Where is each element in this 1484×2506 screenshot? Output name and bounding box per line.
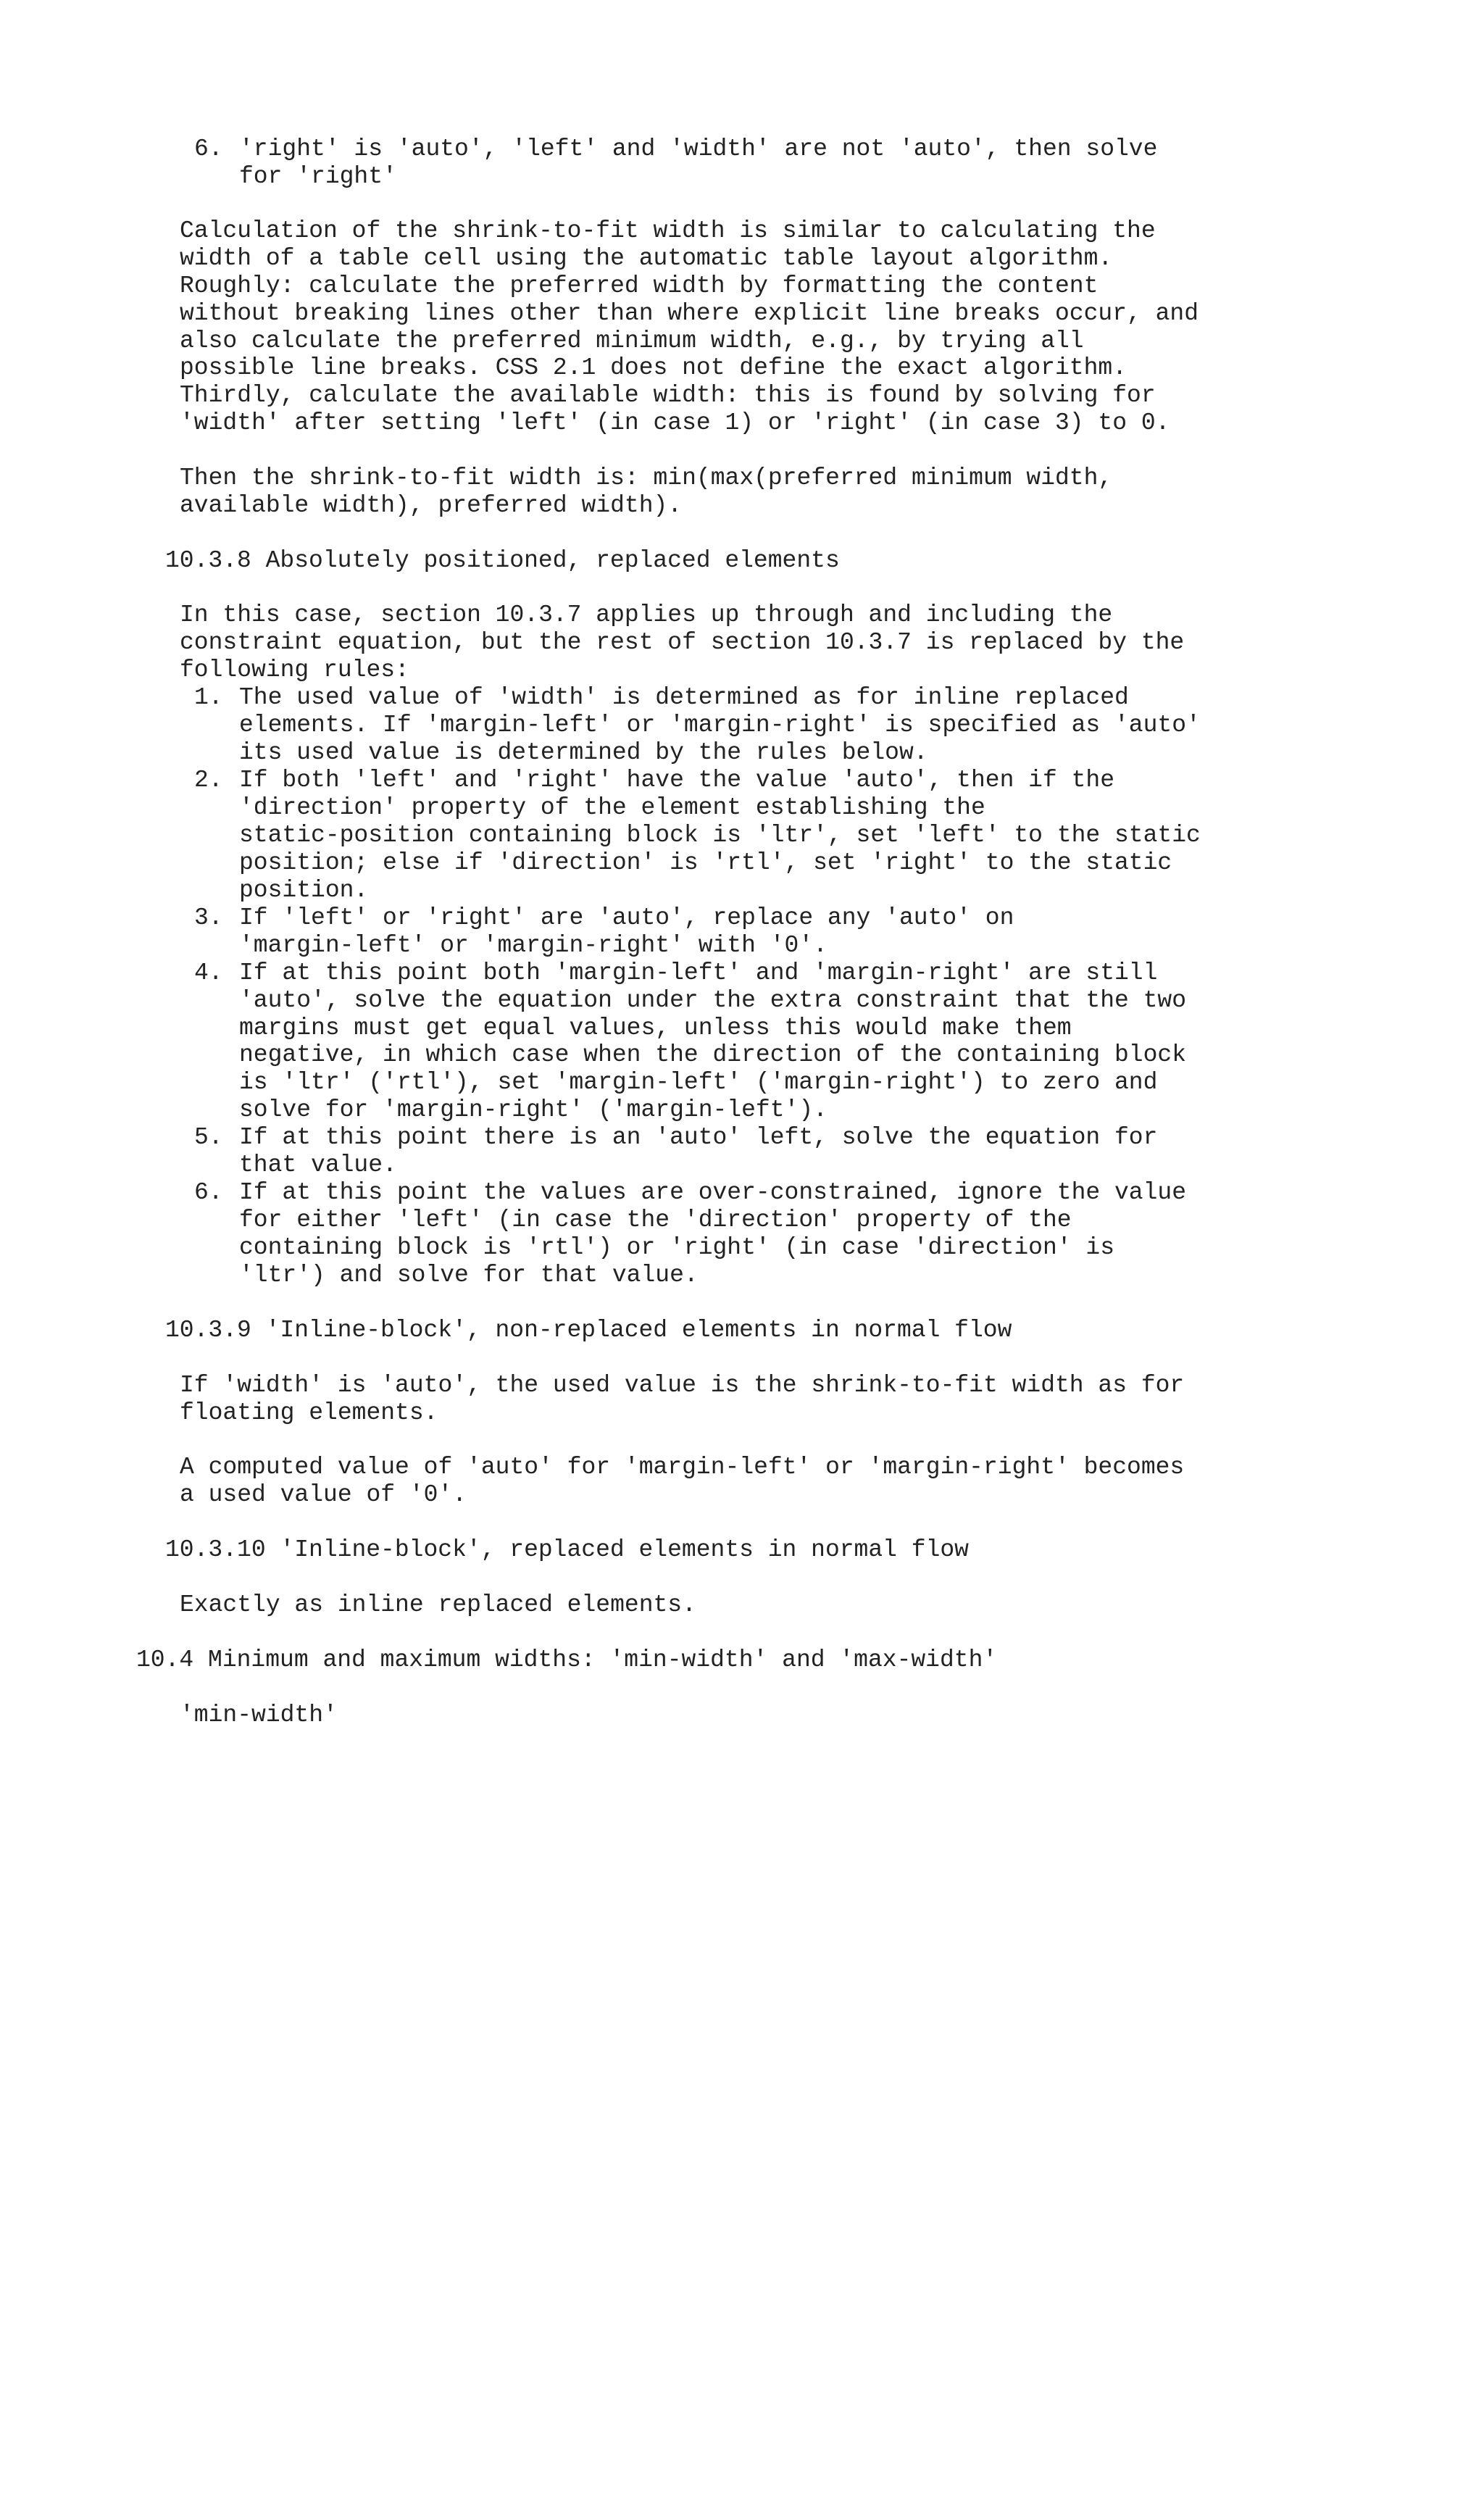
paragraph-line: floating elements. — [180, 1399, 438, 1426]
list-item-line: If at this point both 'margin-left' and 'margin-right' are still — [239, 959, 1158, 986]
paragraph-line: Thirdly, calculate the available width: this is found by solving for — [180, 382, 1156, 409]
paragraph-line: A computed value of 'auto' for 'margin-left' or 'margin-right' becomes — [180, 1454, 1185, 1481]
list-item-line: If at this point the values are over-constrained, ignore the value — [239, 1179, 1187, 1206]
list-item-number: 2. — [194, 767, 223, 794]
list-item-line: its used value is determined by the rules below. — [239, 739, 928, 766]
list-item-line: solve for 'margin-right' ('margin-left'). — [239, 1096, 828, 1123]
property-heading: 'min-width' — [180, 1702, 338, 1728]
paragraph-line: without breaking lines other than where explicit line breaks occur, and — [180, 300, 1199, 327]
list-item-line: If 'left' or 'right' are 'auto', replace any 'auto' on — [239, 904, 1014, 931]
paragraph-line: a used value of '0'. — [180, 1481, 467, 1508]
section-heading: 10.3.10 'Inline-block', replaced elements in normal flow — [165, 1536, 969, 1563]
list-item-line: static-position containing block is 'ltr', set 'left' to the static — [239, 822, 1201, 849]
list-item-line: elements. If 'margin-left' or 'margin-right' is specified as 'auto' — [239, 712, 1201, 738]
paragraph-line: available width), preferred width). — [180, 492, 683, 519]
paragraph-line: Exactly as inline replaced elements. — [180, 1591, 696, 1618]
list-item-line: position; else if 'direction' is 'rtl', set 'right' to the static — [239, 849, 1172, 876]
list-item-number: 1. — [194, 684, 223, 711]
list-item-line: containing block is 'rtl') or 'right' (in case 'direction' is — [239, 1234, 1114, 1261]
list-item-line: margins must get equal values, unless this would make them — [239, 1015, 1072, 1041]
list-item-number: 5. — [194, 1124, 223, 1151]
section-heading: 10.3.8 Absolutely positioned, replaced elements — [165, 547, 840, 574]
paragraph-line: 'width' after setting 'left' (in case 1) or 'right' (in case 3) to 0. — [180, 409, 1170, 436]
paragraph-line: constraint equation, but the rest of section 10.3.7 is replaced by the — [180, 629, 1185, 656]
list-item-number: 3. — [194, 904, 223, 931]
paragraph-line: also calculate the preferred minimum width, e.g., by trying all — [180, 328, 1084, 354]
list-item-line: position. — [239, 877, 369, 904]
list-item-number: 6. — [194, 1179, 223, 1206]
list-item-number: 4. — [194, 959, 223, 986]
paragraph-line: following rules: — [180, 657, 409, 683]
list-item-line: If both 'left' and 'right' have the value 'auto', then if the — [239, 767, 1114, 794]
list-item-line: 'direction' property of the element establishing the — [239, 794, 985, 821]
list-item-line: is 'ltr' ('rtl'), set 'margin-left' ('margin-right') to zero and — [239, 1069, 1158, 1096]
list-item-line: If at this point there is an 'auto' left, solve the equation for — [239, 1124, 1158, 1151]
list-item-line: 'right' is 'auto', 'left' and 'width' are not 'auto', then solve — [239, 136, 1158, 162]
section-heading: 10.4 Minimum and maximum widths: 'min-width' and 'max-width' — [136, 1647, 998, 1673]
paragraph-line: width of a table cell using the automatic table layout algorithm. — [180, 245, 1113, 272]
list-item-line: The used value of 'width' is determined as for inline replaced — [239, 684, 1129, 711]
list-item-line: negative, in which case when the direction of the containing block — [239, 1041, 1187, 1068]
list-item-line: 'ltr') and solve for that value. — [239, 1262, 699, 1289]
paragraph-line: In this case, section 10.3.7 applies up through and including the — [180, 601, 1113, 628]
list-item-line: 'margin-left' or 'margin-right' with '0'. — [239, 932, 828, 959]
list-item-number: 6. — [194, 136, 223, 162]
list-item-line: 'auto', solve the equation under the extra constraint that the two — [239, 987, 1187, 1014]
list-item-line: that value. — [239, 1152, 397, 1178]
paragraph-line: Calculation of the shrink-to-fit width is similar to calculating the — [180, 217, 1156, 244]
paragraph-line: possible line breaks. CSS 2.1 does not define the exact algorithm. — [180, 354, 1127, 381]
paragraph-line: If 'width' is 'auto', the used value is the shrink-to-fit width as for — [180, 1372, 1185, 1399]
list-item-line: for either 'left' (in case the 'direction' property of the — [239, 1207, 1072, 1233]
paragraph-line: Roughly: calculate the preferred width by formatting the content — [180, 272, 1099, 299]
section-heading: 10.3.9 'Inline-block', non-replaced elements in normal flow — [165, 1317, 1012, 1344]
paragraph-line: Then the shrink-to-fit width is: min(max(preferred minimum width, — [180, 465, 1113, 491]
list-item-line: for 'right' — [239, 163, 397, 190]
